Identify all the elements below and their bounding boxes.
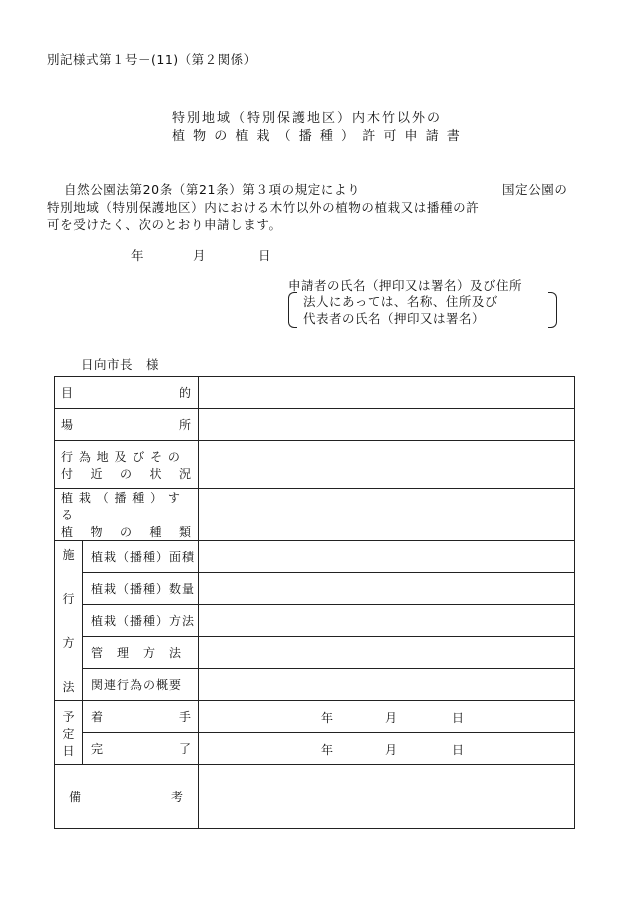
row-method-area bbox=[55, 541, 575, 573]
label-management-method: 管 理 方 法 bbox=[83, 637, 199, 669]
bracket-left bbox=[288, 292, 297, 328]
label-start: 着 手 bbox=[83, 701, 199, 733]
plant-types-field[interactable] bbox=[199, 489, 575, 541]
row-end-date bbox=[55, 733, 575, 765]
label-purpose: 目 的 bbox=[55, 377, 199, 409]
addressee: 日向市長 様 bbox=[81, 357, 160, 372]
planting-quantity-field[interactable] bbox=[199, 573, 575, 605]
body-line-1-right: 国定公園の bbox=[502, 182, 568, 197]
label-end: 完 了 bbox=[83, 733, 199, 765]
title-line-2: 植 物 の 植 栽 （ 播 種 ） 許 可 申 請 書 bbox=[172, 129, 462, 144]
row-method-method bbox=[55, 605, 575, 637]
planting-area-field[interactable] bbox=[199, 541, 575, 573]
date-year-label: 年 bbox=[131, 248, 145, 263]
label-planting-quantity: 植栽（播種）数量 bbox=[83, 573, 199, 605]
title-line-1: 特別地域（特別保護地区）内木竹以外の bbox=[172, 111, 443, 126]
label-planting-area: 植栽（播種）面積 bbox=[83, 541, 199, 573]
label-related-acts: 関連行為の概要 bbox=[83, 669, 199, 701]
application-table bbox=[54, 376, 575, 829]
row-remarks bbox=[55, 765, 575, 829]
related-acts-field[interactable] bbox=[199, 669, 575, 701]
remarks-field[interactable] bbox=[199, 765, 575, 829]
label-site-conditions: 行 為 地 及 び そ の 付 近 の 状 況 bbox=[55, 441, 199, 489]
row-site-conditions bbox=[55, 441, 575, 489]
row-location bbox=[55, 409, 575, 441]
date-day-label: 日 bbox=[258, 248, 272, 263]
applicant-note-1: 法人にあっては、名称、住所及び bbox=[303, 294, 498, 309]
body-line-3: 可を受けたく、次のとおり申請します。 bbox=[47, 217, 282, 232]
applicant-note-2: 代表者の氏名（押印又は署名） bbox=[303, 311, 486, 326]
label-plant-types: 植 栽 （ 播 種 ） す る 植 物 の 種 類 bbox=[55, 489, 199, 541]
label-remarks: 備 考 bbox=[55, 765, 199, 829]
row-method-management bbox=[55, 637, 575, 669]
date-month-label: 月 bbox=[193, 248, 207, 263]
management-method-field[interactable] bbox=[199, 637, 575, 669]
row-method-related bbox=[55, 669, 575, 701]
form-code: 別記様式第１号－(11)（第２関係） bbox=[47, 52, 257, 67]
site-conditions-field[interactable] bbox=[199, 441, 575, 489]
bracket-right bbox=[548, 292, 557, 328]
body-line-1-left: 自然公園法第20条（第21条）第３項の規定により bbox=[64, 182, 361, 197]
row-purpose bbox=[55, 377, 575, 409]
row-method-quantity bbox=[55, 573, 575, 605]
label-planting-method: 植栽（播種）方法 bbox=[83, 605, 199, 637]
end-date-field[interactable]: 年 月 日 bbox=[199, 733, 575, 765]
row-start-date bbox=[55, 701, 575, 733]
body-line-2: 特別地域（特別保護地区）内における木竹以外の植物の植栽又は播種の許 bbox=[47, 200, 480, 215]
applicant-label: 申請者の氏名（押印又は署名）及び住所 bbox=[288, 278, 523, 293]
location-field[interactable] bbox=[199, 409, 575, 441]
label-location: 場 所 bbox=[55, 409, 199, 441]
purpose-field[interactable] bbox=[199, 377, 575, 409]
start-date-field[interactable]: 年 月 日 bbox=[199, 701, 575, 733]
row-plant-types bbox=[55, 489, 575, 541]
label-method-vertical: 施 行 方 法 bbox=[55, 541, 83, 701]
planting-method-field[interactable] bbox=[199, 605, 575, 637]
label-schedule-vertical: 予 定 日 bbox=[55, 701, 83, 765]
